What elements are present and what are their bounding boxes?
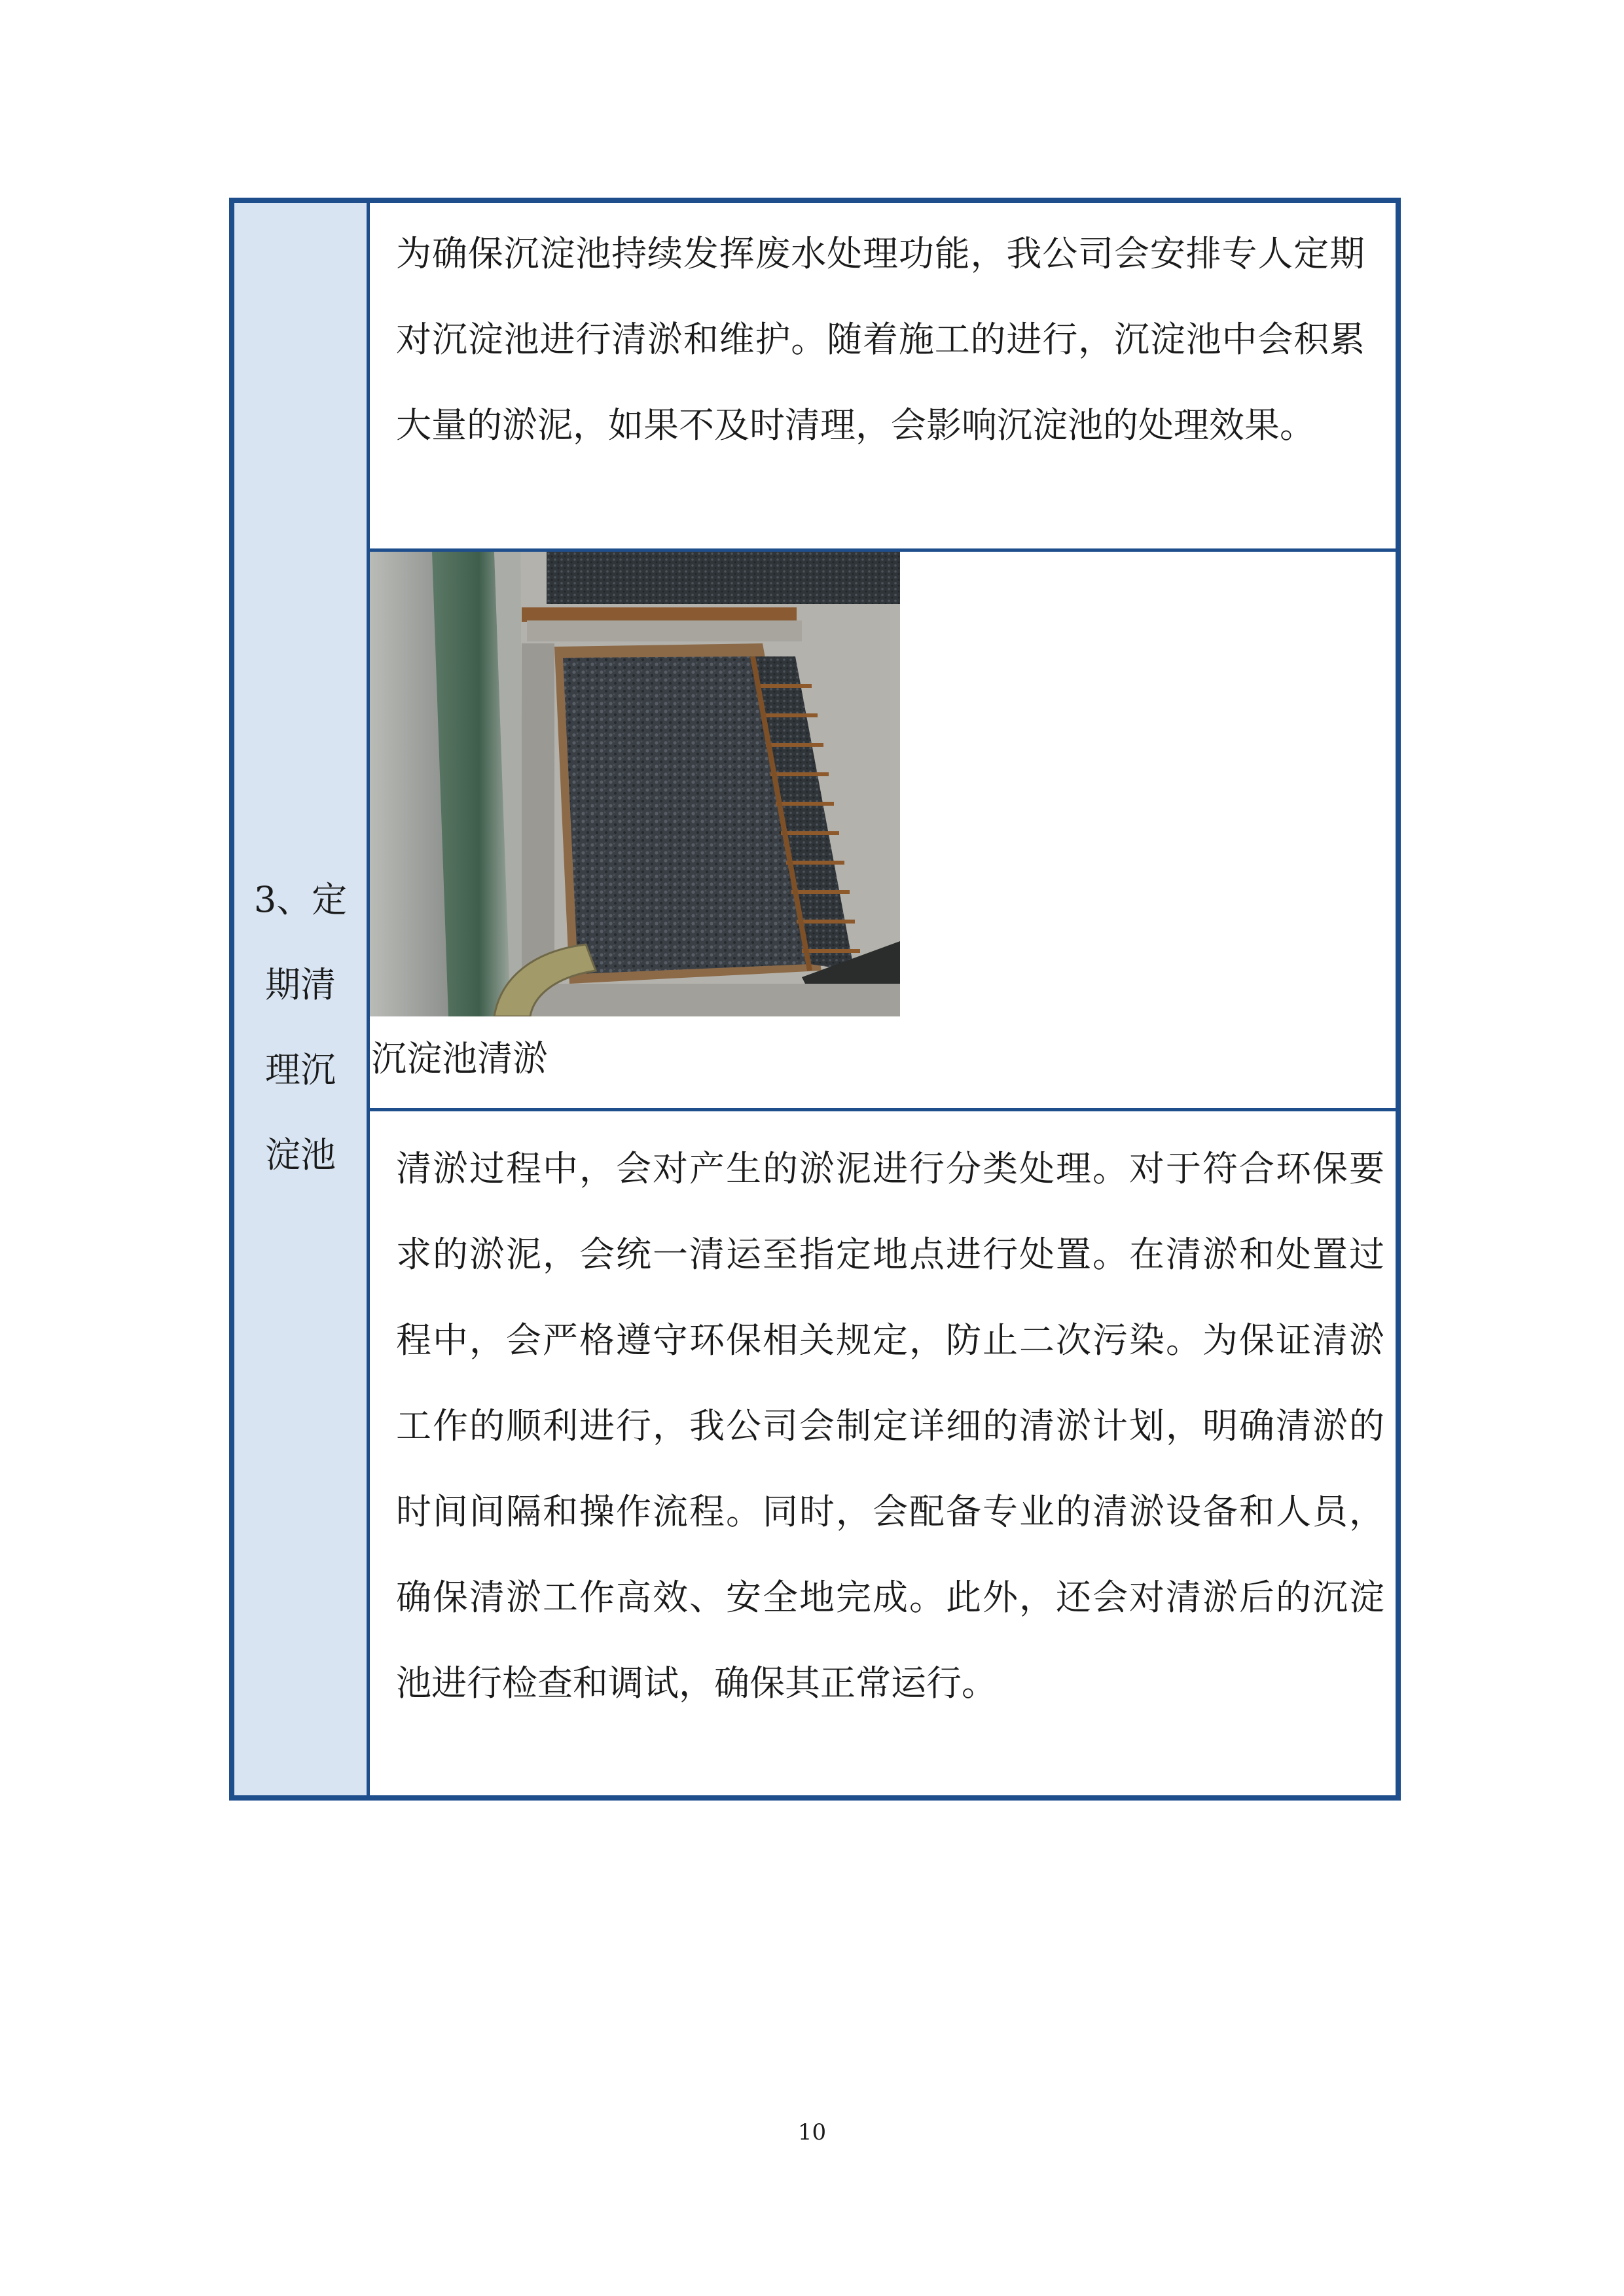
content-table — [229, 198, 1401, 1801]
section-label-line: 淀池 — [265, 1134, 336, 1175]
detail-cell — [370, 1111, 1396, 1795]
page-number: 10 — [797, 2119, 827, 2145]
intro-cell — [370, 203, 1396, 552]
sedimentation-tank-photo — [370, 552, 900, 1016]
photo-caption: 沉淀池清淤 — [371, 1038, 548, 1079]
section-label-cell — [234, 203, 370, 1795]
section-label-line: 期清 — [265, 964, 336, 1005]
section-label-line: 3、定 — [253, 879, 348, 920]
content-column — [370, 203, 1396, 1795]
detail-paragraph: 清淤过程中，会对产生的淤泥进行分类处理。对于符合环保要求的淤泥，会统一清运至指定地点进行处置。在清淤和处置过程中，会严格遵守环保相关规定，防止二次污染。为保证清淤工作的顺利进行，我公司会制定详细的清淤计划，明确清淤的时间间隔和操作流程。同时，会配备专业的清淤设备和人员，确保清淤工作高效、安全地完成。此外，还会对清淤后的沉淀池进行检查和调试，确保其正常运行。 — [396, 1148, 1384, 1704]
intro-paragraph: 为确保沉淀池持续发挥废水处理功能，我公司会安排专人定期对沉淀池进行清淤和维护。随着施工的进行，沉淀池中会积累大量的淤泥，如果不及时清理，会影响沉淀池的处理效果。 — [396, 233, 1365, 446]
photo-cell — [370, 552, 1396, 1111]
section-label — [234, 857, 367, 1198]
section-label-line: 理沉 — [265, 1049, 336, 1090]
